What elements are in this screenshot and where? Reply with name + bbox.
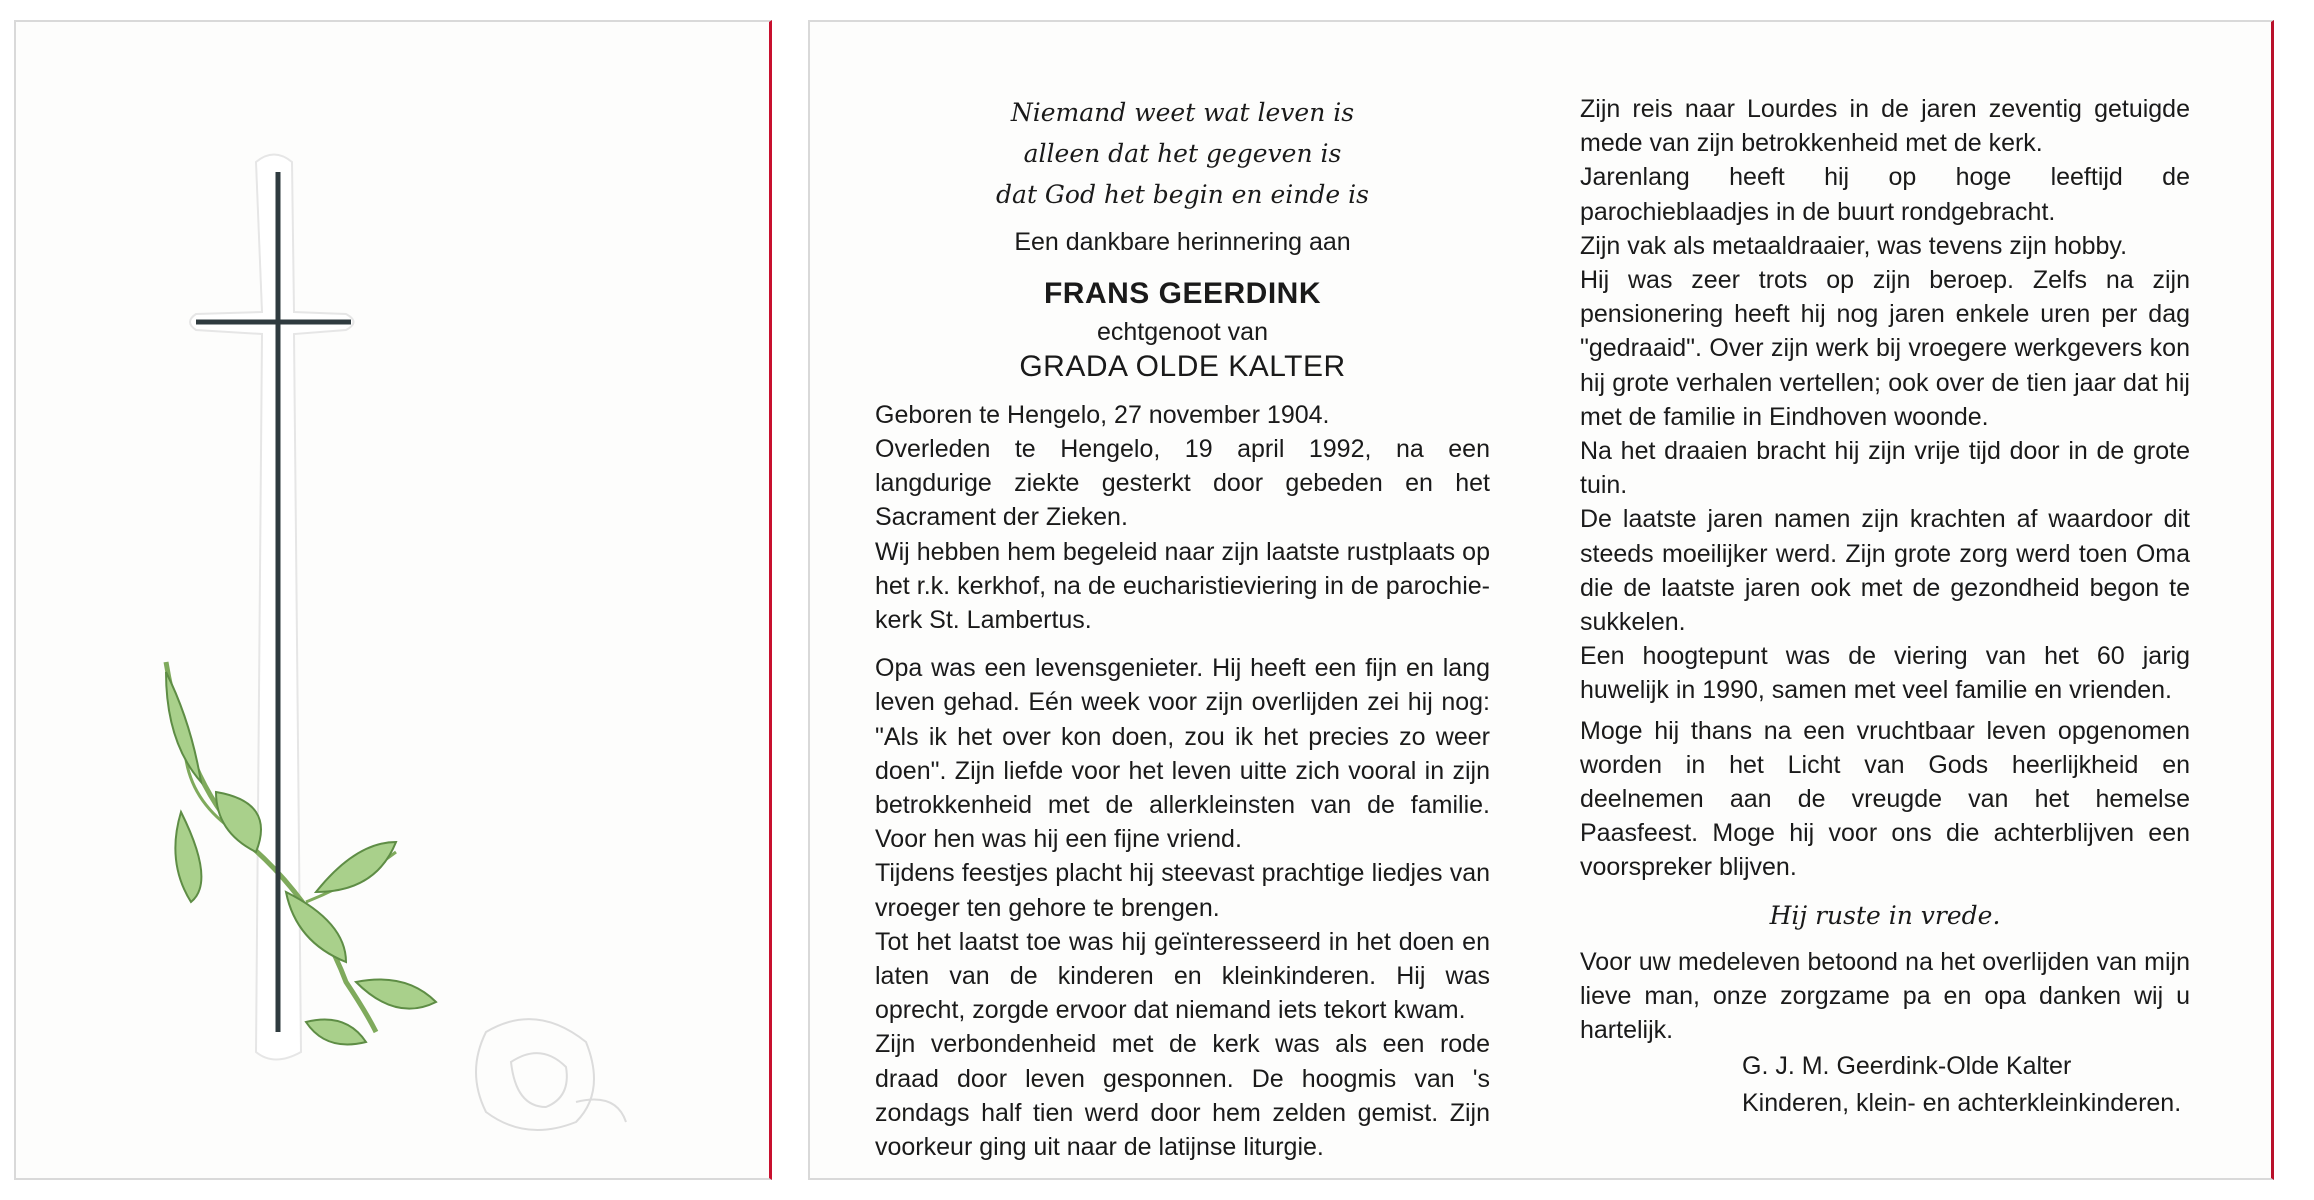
birth-line: Geboren te Hengelo, 27 november 1904. bbox=[875, 400, 1330, 429]
story-paragraph: Zijn reis naar Lourdes in de jaren zeventig getuigde mede van zijn betrokkenheid met de kerk. bbox=[1580, 95, 2190, 158]
death-paragraph: Overleden te Hengelo, 19 april 1992, na een langdurige ziekte gesterkt door gebeden en het Sacrament der Zieken. bbox=[875, 435, 1490, 532]
thanks-paragraph: Voor uw medeleven betoond na het overlijden van mijn lieve man, onze zorgzame pa en opa danken wij u hartelijk. bbox=[1580, 947, 2190, 1045]
story-paragraph: Tot het laatst toe was hij geïnteresseerd in het doen en laten van de kinderen en kleinkinderen. Hij was oprecht, zorgde ervoor dat niemand iets tekort kwam. bbox=[875, 927, 1490, 1025]
story-paragraph: Jarenlang heeft hij op hoge leeftijd de parochieblaadjes in de buurt rondgebracht. bbox=[1580, 163, 2190, 226]
story-paragraph: Na het draaien bracht hij zijn vrije tijd door in de grote tuin. bbox=[1580, 437, 2190, 500]
burial-paragraph: Wij hebben hem begeleid naar zijn laatste rustplaats op het r.k. kerkhof, na de eucharistieviering in de parochie-kerk St. Lambertus. bbox=[875, 537, 1490, 635]
story-paragraph: Zijn vak als metaaldraaier, was tevens zijn hobby. bbox=[1580, 231, 2128, 260]
text-column-left bbox=[875, 92, 1490, 1164]
cross-illustration bbox=[16, 22, 774, 1182]
poem-line: dat God het begin en einde is bbox=[996, 180, 1369, 209]
deceased-name: FRANS GEERDINK bbox=[1043, 277, 1321, 311]
prayer-paragraph: Moge hij thans na een vruchtbaar leven opgenomen worden in het Licht van Gods heerlijkheid en deelnemen aan de vreugde van het hemelse Paasfeest. Moge hij voor ons die achterblijven een voorspreker blijven. bbox=[1580, 716, 2190, 882]
story-paragraph: Zijn verbondenheid met de kerk was als een rode draad door leven gesponnen. De hoogmis van 's zondags half tien werd door hem zelden gemist. Zijn voorkeur ging uit naar de latijnse liturgie. bbox=[875, 1030, 1490, 1162]
signature-line: G. J. M. Geerdink-Olde Kalter bbox=[1742, 1052, 2072, 1081]
story-paragraph: Tijdens feestjes placht hij steevast prachtige liedjes van vroeger ten gehore te brengen. bbox=[875, 859, 1490, 922]
story-paragraph: De laatste jaren namen zijn krachten af waardoor dit steeds moeilijker werd. Zijn grote zorg werd toen Oma die de laatste jaren ook met de gezondheid begon te sukkelen. bbox=[1580, 505, 2190, 637]
rose-icon bbox=[476, 1019, 626, 1130]
text-column-right bbox=[1580, 92, 2190, 1120]
story-paragraph: Een hoogtepunt was de viering van het 60 jarig huwelijk in 1990, samen met veel familie en vrienden. bbox=[1580, 642, 2190, 705]
poem-line: alleen dat het gegeven is bbox=[1023, 139, 1342, 168]
spouse-label: echtgenoot van bbox=[1097, 318, 1268, 347]
poem-line: Niemand weet wat leven is bbox=[1010, 98, 1355, 127]
intro-line: Een dankbare herinnering aan bbox=[1014, 228, 1351, 256]
signature-line: Kinderen, klein- en achterkleinkinderen. bbox=[1742, 1088, 2182, 1117]
spouse-name: GRADA OLDE KALTER bbox=[1019, 349, 1346, 383]
signoff: Hij ruste in vrede. bbox=[1769, 900, 2001, 930]
story-paragraph: Opa was een levensgenieter. Hij heeft een fijn en lang leven gehad. Eén week voor zijn overlijden zei hij nog: "Als ik het over kon doen, zou ik het precies zo weer doen". Zijn liefde voor het leven uitte zich vooral in zijn betrokkenheid met de allerkleinsten van de familie. Voor hen was hij een fijne vriend. bbox=[875, 654, 1490, 854]
poem bbox=[875, 92, 1490, 215]
card-front bbox=[14, 20, 772, 1180]
story-paragraph: Hij was zeer trots op zijn beroep. Zelfs na zijn pensionering heeft hij nog jaren enkele uren per dag "gedraaid". Over zijn werk bij vroegere werkgevers kon hij grote verhalen vertellen; ook over de tien jaar dat hij met de familie in Eindhoven woonde. bbox=[1580, 266, 2190, 431]
card-text bbox=[808, 20, 2274, 1180]
